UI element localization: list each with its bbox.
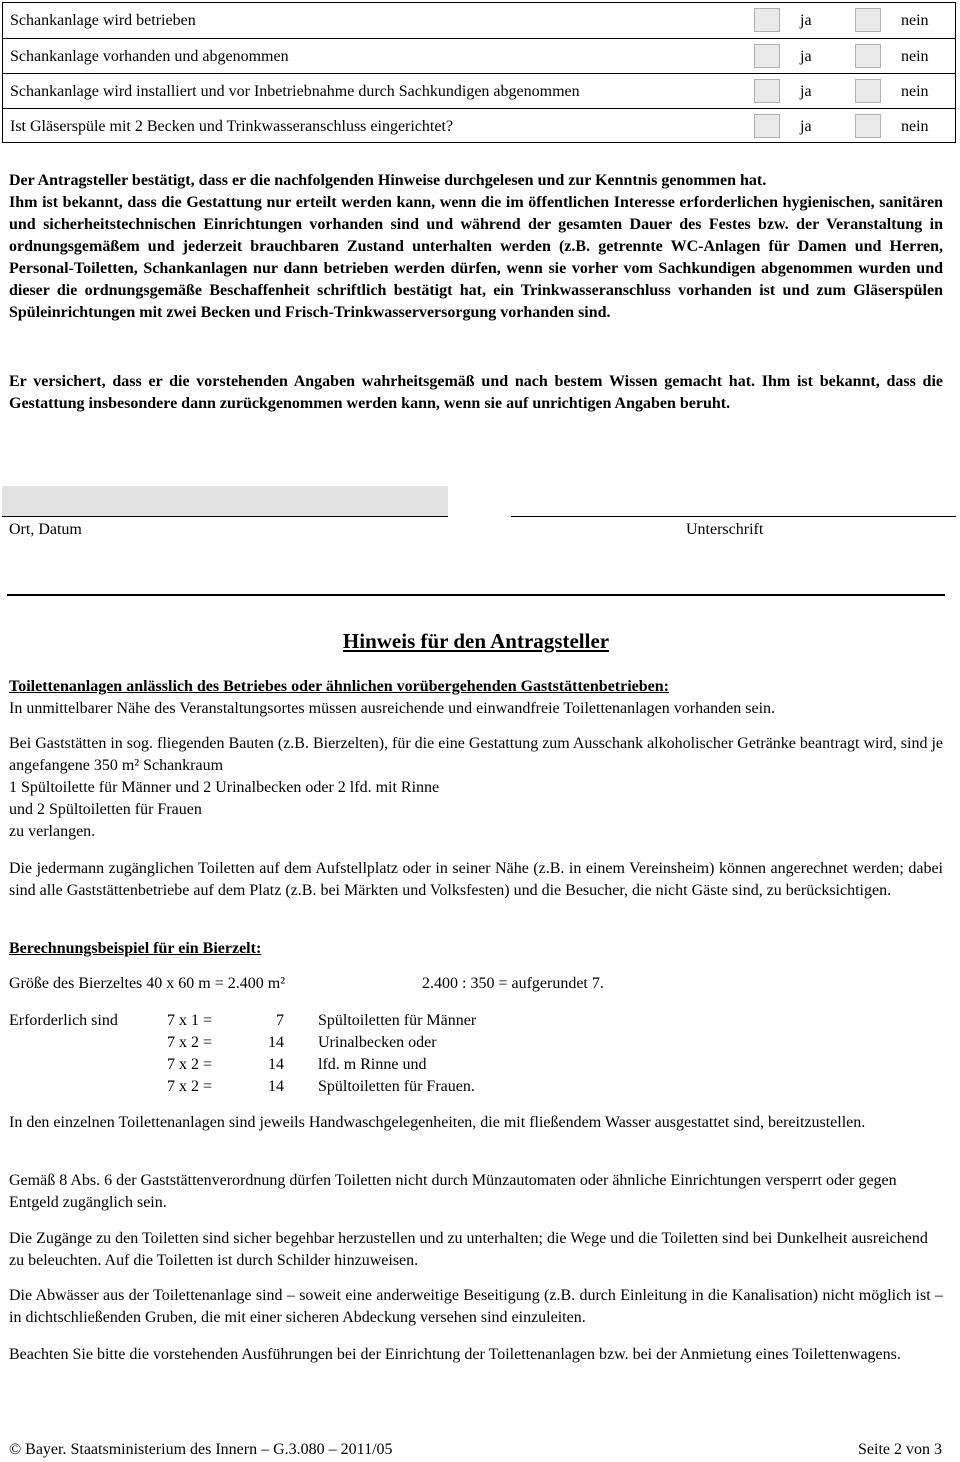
required-item: lfd. m Rinne und: [318, 1056, 427, 1073]
beachten-text: Beachten Sie bitte die vorstehenden Ausführungen bei der Einrichtung der Toilettenanlagen bzw. bei der Anmietung eines Toilettenwagens.: [9, 1346, 901, 1363]
jedermann-text: Die jedermann zugänglichen Toiletten auf dem Aufstellplatz oder in seiner Nähe (z.B. in einem Vereinsheim) können angerechnet werden; dabei sind alle Gaststättenbetriebe auf dem Platz (z.B. bei Märkten und Volksfesten) und die Besucher, die nicht Gäste sind, zu berücksichtigen.: [9, 860, 943, 899]
checklist-label: Ist Gläserspüle mit 2 Becken und Trinkwasseranschluss eingerichtet?: [10, 118, 454, 135]
required-count: 14: [268, 1056, 284, 1073]
ja-checkbox[interactable]: [754, 114, 780, 138]
bauten-text: Bei Gaststätten in sog. fliegenden Bauten (z.B. Bierzelten), für die eine Gestattung zum Ausschank alkoholischer Getränke beantragt wird, sind je angefangene 350 m² Schankraum: [9, 735, 943, 774]
required-item: Spültoiletten für Männer: [318, 1012, 477, 1029]
abwasser-text: Die Abwässer aus der Toilettenanlage sind – soweit eine anderweitige Beseitigung (z.B. durch Einleitung in die Kanalisation) nicht möglich ist – in dichtschließenden Gruben, die mit einer sicheren Abdeckung versehen sind einzuleiten.: [9, 1287, 943, 1326]
checklist-label: Schankanlage wird betrieben: [10, 12, 196, 29]
ja-label: ja: [800, 48, 812, 65]
checklist-table: [2, 2, 956, 143]
nein-label: nein: [901, 118, 929, 135]
ja-label: ja: [800, 118, 812, 135]
footer-copyright: © Bayer. Staatsministerium des Innern – G.3.080 – 2011/05: [9, 1441, 393, 1458]
example-size: Größe des Bierzeltes 40 x 60 m = 2.400 m²: [9, 975, 285, 992]
signature-label: Unterschrift: [686, 521, 764, 538]
nein-label: nein: [901, 83, 929, 100]
footer-page-number: Seite 2 von 3: [858, 1441, 942, 1458]
nein-checkbox[interactable]: [855, 79, 881, 103]
checklist-row: [3, 73, 955, 109]
nein-checkbox[interactable]: [855, 114, 881, 138]
declaration-assurance: Er versichert, dass er die vorstehenden Angaben wahrheitsgemäß und nach bestem Wissen gemacht hat. Ihm ist bekannt, dass die Gestattung insbesondere dann zurückgenommen werden kann, wenn sie auf unrichtigen Angaben beruht.: [9, 373, 943, 412]
ja-checkbox[interactable]: [754, 79, 780, 103]
bauten-line: 1 Spültoilette für Männer und 2 Urinalbecken oder 2 lfd. mit Rinne: [9, 779, 440, 796]
ja-checkbox[interactable]: [754, 44, 780, 68]
gemaess-text: Gemäß 8 Abs. 6 der Gaststättenverordnung dürfen Toiletten nicht durch Münzautomaten oder ähnliche Einrichtungen versperrt oder gegen Entgeld zugänglich sein.: [9, 1172, 897, 1211]
example-heading: Berechnungsbeispiel für ein Bierzelt:: [9, 940, 262, 957]
checklist-label: Schankanlage vorhanden und abgenommen: [10, 48, 289, 65]
required-table: [0, 1010, 960, 1100]
required-formula: 7 x 2 =: [167, 1078, 213, 1095]
hinweis-title: Hinweis für den Antragsteller: [342, 629, 610, 653]
nein-checkbox[interactable]: [855, 8, 881, 32]
required-formula: 7 x 1 =: [167, 1012, 213, 1029]
washing-text: In den einzelnen Toilettenanlagen sind jeweils Handwaschgelegenheiten, die mit fließendem Wasser ausgestattet sind, bereitzustellen.: [9, 1114, 866, 1131]
required-count: 14: [268, 1078, 284, 1095]
checklist-row: [3, 38, 955, 74]
example-calc: 2.400 : 350 = aufgerundet 7.: [422, 975, 604, 992]
checklist-row: [3, 3, 955, 38]
toilet-heading: Toilettenanlagen anlässlich des Betriebes oder ähnlichen vorübergehenden Gaststättenbetrieben:: [9, 678, 669, 695]
ja-checkbox[interactable]: [754, 8, 780, 32]
ja-label: ja: [800, 12, 812, 29]
checklist-row: [3, 108, 955, 144]
section-divider: [7, 594, 945, 596]
required-item: Spültoiletten für Frauen.: [318, 1078, 475, 1095]
required-formula: 7 x 2 =: [167, 1034, 213, 1051]
required-count: 14: [268, 1034, 284, 1051]
place-date-line: [2, 516, 448, 517]
checklist-label: Schankanlage wird installiert und vor Inbetriebnahme durch Sachkundigen abgenommen: [10, 83, 580, 100]
signature-line: [511, 516, 956, 517]
place-date-field[interactable]: [2, 486, 448, 516]
bauten-line: zu verlangen.: [9, 823, 96, 840]
nein-label: nein: [901, 12, 929, 29]
zugaenge-text: Die Zugänge zu den Toiletten sind sicher begehbar herzustellen und zu unterhalten; die Wege und die Toiletten sind bei Dunkelheit ausreichend zu beleuchten. Auf die Toiletten ist durch Schilder hinzuweisen.: [9, 1230, 928, 1269]
required-item: Urinalbecken oder: [318, 1034, 437, 1051]
required-label: Erforderlich sind: [9, 1012, 118, 1029]
required-formula: 7 x 2 =: [167, 1056, 213, 1073]
nein-checkbox[interactable]: [855, 44, 881, 68]
place-date-label: Ort, Datum: [9, 521, 82, 538]
declaration-text: Ihm ist bekannt, dass die Gestattung nur erteilt werden kann, wenn die im öffentlichen Interesse erforderlichen hygienischen, sanitären und sicherheitstechnischen Einrichtungen vorhanden sind und während der gesamten Dauer des Festes bzw. der Veranstaltung in ordnungsgemäßem und jederzeit brauchbaren Zustand unterhalten werden (z.B. getrennte WC-Anlagen für Damen und Herren, Personal-Toiletten, Schankanlagen nur dann betrieben werden dürfen, wenn sie vorher vom Sachkundigen abgenommen wurden und dieser die ordnungsgemäße Beschaffenheit schriftlich bestätigt hat, ein Trinkwasseranschluss vorhanden ist und zum Gläserspülen Spüleinrichtungen mit zwei Becken und Frisch-Trinkwasserversorgung vorhanden sind.: [9, 194, 943, 321]
required-count: 7: [276, 1012, 284, 1029]
declaration-intro: Der Antragsteller bestätigt, dass er die nachfolgenden Hinweise durchgelesen und zur Kenntnis genommen hat.: [9, 172, 767, 189]
bauten-line: und 2 Spültoiletten für Frauen: [9, 801, 202, 818]
nein-label: nein: [901, 48, 929, 65]
toilet-text: In unmittelbarer Nähe des Veranstaltungsortes müssen ausreichende und einwandfreie Toilettenanlagen vorhanden sein.: [9, 700, 776, 717]
ja-label: ja: [800, 83, 812, 100]
